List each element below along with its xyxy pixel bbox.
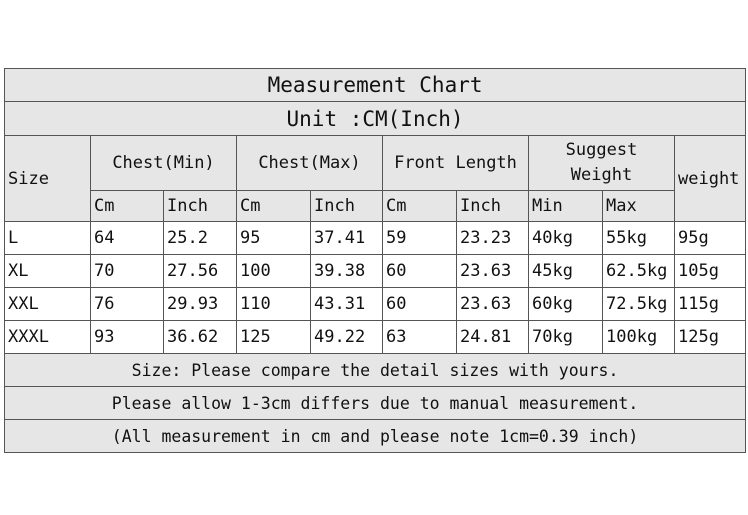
table-cell: 125 [237, 321, 311, 354]
note-row [5, 354, 746, 387]
table-cell: 93 [91, 321, 164, 354]
table-cell: 95 [237, 222, 311, 255]
subheader-cell: Cm [383, 191, 457, 222]
chart-title: Measurement Chart [5, 69, 746, 102]
table-cell: 64 [91, 222, 164, 255]
header-suggest-weight-line2: Weight [570, 165, 633, 185]
subheader-cell: Min [529, 191, 603, 222]
table-row [5, 255, 746, 288]
header-chest-min: Chest(Min) [91, 136, 237, 191]
subheader-cell: Inch [311, 191, 383, 222]
size-cell: XXL [5, 288, 91, 321]
table-cell: 60 [383, 288, 457, 321]
subheader-cell: Cm [91, 191, 164, 222]
table-cell: 37.41 [311, 222, 383, 255]
note-row [5, 420, 746, 453]
table-cell: 72.5kg [603, 288, 675, 321]
header-size: Size [5, 136, 91, 222]
table-cell: 39.38 [311, 255, 383, 288]
note-measurement-tolerance: Please allow 1-3cm differs due to manual measurement. [5, 387, 746, 420]
unit-row [5, 102, 746, 136]
table-row [5, 222, 746, 255]
table-cell: 59 [383, 222, 457, 255]
table-cell: 100kg [603, 321, 675, 354]
header-row [5, 136, 746, 191]
table-cell: 115g [675, 288, 746, 321]
header-chest-max: Chest(Max) [237, 136, 383, 191]
header-suggest-weight-line1: Suggest [565, 140, 638, 160]
table-cell: 76 [91, 288, 164, 321]
unit-label: Unit :CM(Inch) [5, 102, 746, 136]
table-cell: 100 [237, 255, 311, 288]
table-cell: 43.31 [311, 288, 383, 321]
table-cell: 105g [675, 255, 746, 288]
table-cell: 95g [675, 222, 746, 255]
subheader-cell: Max [603, 191, 675, 222]
table-cell: 25.2 [164, 222, 237, 255]
measurement-chart [4, 68, 745, 453]
table-row [5, 321, 746, 354]
table-cell: 23.63 [457, 255, 529, 288]
table-cell: 27.56 [164, 255, 237, 288]
table-cell: 24.81 [457, 321, 529, 354]
table-cell: 29.93 [164, 288, 237, 321]
table-cell: 49.22 [311, 321, 383, 354]
note-unit-conversion: (All measurement in cm and please note 1cm=0.39 inch) [5, 420, 746, 453]
table-cell: 70 [91, 255, 164, 288]
subheader-cell: Inch [164, 191, 237, 222]
table-cell: 63 [383, 321, 457, 354]
table-cell: 70kg [529, 321, 603, 354]
table-cell: 125g [675, 321, 746, 354]
table-cell: 23.63 [457, 288, 529, 321]
subheader-row [5, 191, 746, 222]
size-cell: XXXL [5, 321, 91, 354]
title-row [5, 69, 746, 102]
table-cell: 23.23 [457, 222, 529, 255]
measurement-table [4, 68, 746, 453]
table-cell: 62.5kg [603, 255, 675, 288]
table-cell: 60kg [529, 288, 603, 321]
size-cell: XL [5, 255, 91, 288]
header-weight: weight [675, 136, 746, 222]
table-cell: 110 [237, 288, 311, 321]
header-front-length: Front Length [383, 136, 529, 191]
note-row [5, 387, 746, 420]
note-compare-sizes: Size: Please compare the detail sizes with yours. [5, 354, 746, 387]
subheader-cell: Inch [457, 191, 529, 222]
header-suggest-weight [529, 136, 675, 191]
table-cell: 36.62 [164, 321, 237, 354]
table-cell: 55kg [603, 222, 675, 255]
table-row [5, 288, 746, 321]
size-cell: L [5, 222, 91, 255]
table-cell: 40kg [529, 222, 603, 255]
table-cell: 60 [383, 255, 457, 288]
subheader-cell: Cm [237, 191, 311, 222]
table-cell: 45kg [529, 255, 603, 288]
